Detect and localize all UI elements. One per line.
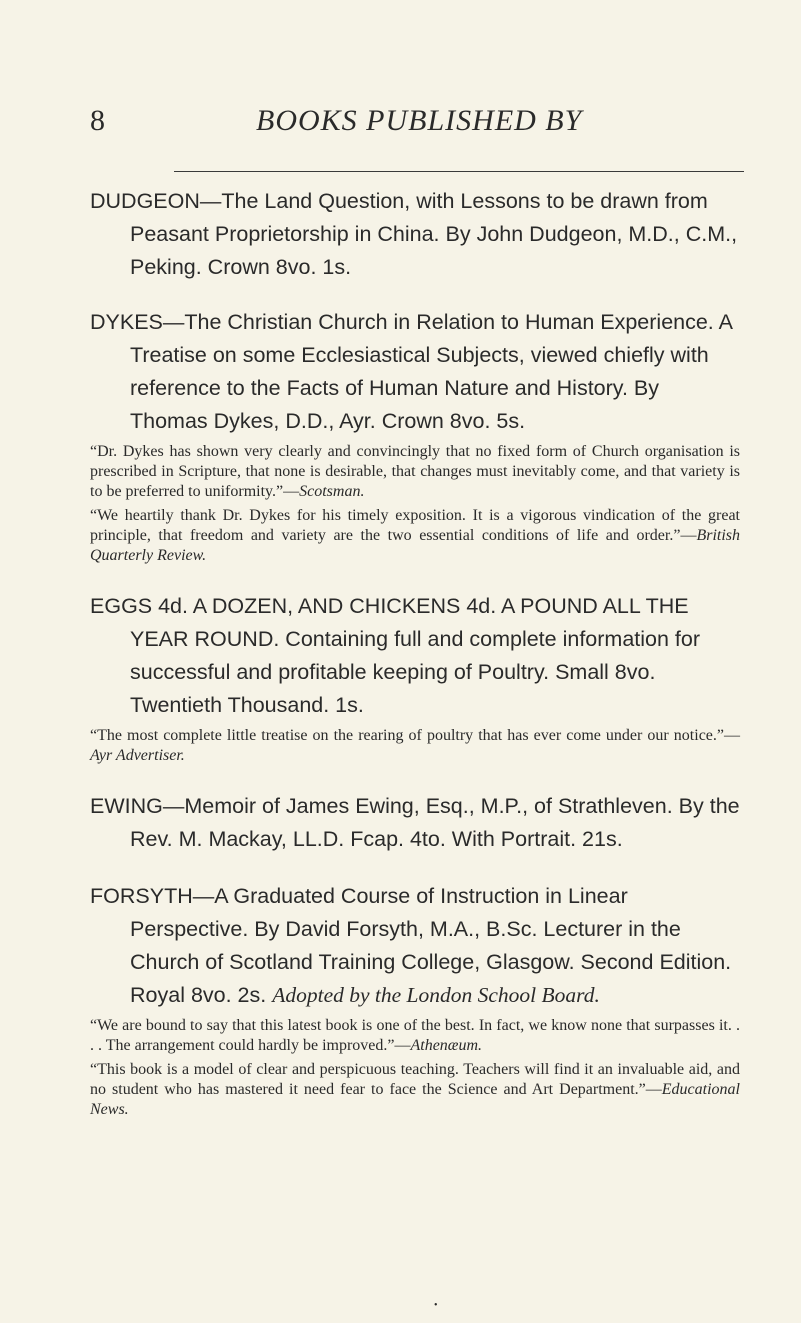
review-source: Scotsman. xyxy=(299,483,365,500)
entry-dudgeon xyxy=(90,185,740,284)
entry-title-italic: Adopted by the London School Board. xyxy=(272,983,600,1007)
review-quote: “The most complete little treatise on the rearing of poultry that has ever come under our notice.”—Ayr Advertiser. xyxy=(90,727,740,764)
page-number: 8 xyxy=(90,104,105,137)
review-source: Educational News. xyxy=(90,1081,740,1118)
review-source: Athenæum. xyxy=(410,1037,483,1054)
review-source: Ayr Advertiser. xyxy=(90,747,185,764)
running-head: BOOKS PUBLISHED BY xyxy=(256,104,583,137)
entry-title: DUDGEON—The Land Question, with Lessons to be drawn from Peasant Proprietorship in China. By John Dudgeon, M.D., C.M., Peking. Crown 8vo. 1s. xyxy=(90,189,738,279)
header-rule xyxy=(174,171,744,172)
review-quote: “This book is a model of clear and perspicuous teaching. Teachers will find it an invaluable aid, and no student who has mastered it need fear to face the Science and Art Department.”—Educational News. xyxy=(90,1061,740,1118)
entry-ewing xyxy=(90,790,740,856)
entry-title: DYKES—The Christian Church in Relation to Human Experience. A Treatise on some Ecclesiastical Subjects, viewed chiefly with reference to the Facts of Human Nature and History. By Thomas Dykes, D.D., Ayr. Crown 8vo. 5s. xyxy=(90,310,732,433)
entry-dykes xyxy=(90,306,740,566)
catalogue-entries xyxy=(90,185,740,1120)
review-source: British Quarterly Review. xyxy=(90,527,740,564)
entry-title: FORSYTH—A Graduated Course of Instruction in Linear Perspective. By David Forsyth, M.A., B.Sc. Lecturer in the Church of Scotland Training College, Glasgow. Second Edition. Royal 8vo. 2s. Adopted by the London School Board. xyxy=(90,884,732,1007)
review-quote: “Dr. Dykes has shown very clearly and convincingly that no fixed form of Church organisation is prescribed in Scripture, that none is desirable, that changes must inevitably come, and that variety is to be preferred to uniformity.”—Scotsman. xyxy=(90,443,740,500)
entry-forsyth xyxy=(90,880,740,1120)
entry-eggs xyxy=(90,590,740,766)
page-header xyxy=(90,104,730,144)
entry-title: EGGS 4d. A DOZEN, AND CHICKENS 4d. A POUND ALL THE YEAR ROUND. Containing full and complete information for successful and profitable keeping of Poultry. Small 8vo. Twentieth Thousand. 1s. xyxy=(90,594,701,717)
review-quote: “We are bound to say that this latest book is one of the best. In fact, we know none that surpasses it. . . . The arrangement could hardly be improved.”—Athenæum. xyxy=(90,1017,740,1054)
footer-mark: • xyxy=(434,1300,438,1311)
review-quote: “We heartily thank Dr. Dykes for his timely exposition. It is a vigorous vindication of the great principle, that freedom and variety are the two essential conditions of life and order.”—British Quarterly Review. xyxy=(90,507,740,564)
entry-title: EWING—Memoir of James Ewing, Esq., M.P., of Strathleven. By the Rev. M. Mackay, LL.D. Fcap. 4to. With Portrait. 21s. xyxy=(90,794,740,851)
